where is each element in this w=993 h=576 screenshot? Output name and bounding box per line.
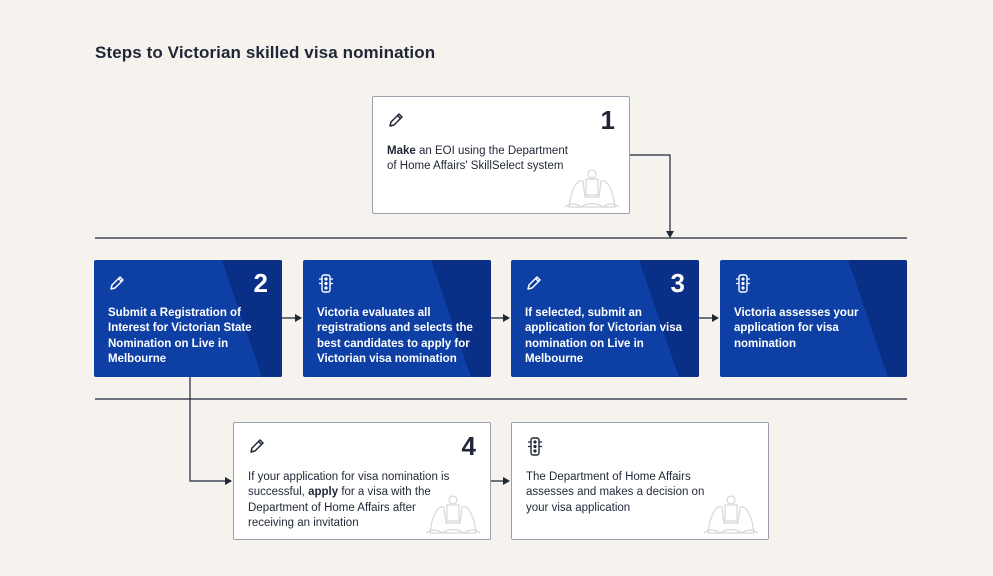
step-number: 4	[461, 431, 476, 461]
traffic-light-icon	[734, 274, 752, 294]
step-number: 2	[253, 268, 268, 298]
connector-row-to-4	[190, 377, 231, 481]
step-text: Victoria assesses your application for visa nomination	[734, 307, 859, 350]
step-text: If your application for visa nomination is successful, apply for a visa with the Department of Home Affairs after receiving an invitation	[248, 471, 450, 529]
step-text: If selected, submit an application for Victorian visa nomination on Live in Melbourne	[525, 307, 682, 365]
step-text: The Department of Home Affairs assesses and makes a decision on your visa application	[526, 471, 705, 514]
connector-1-to-row	[630, 155, 670, 237]
step-text: Submit a Registration of Interest for Victorian State Nomination on Live in Melbourne	[108, 307, 252, 365]
evaluation-card	[303, 260, 491, 377]
traffic-light-icon	[317, 274, 335, 294]
coat-of-arms-watermark	[563, 167, 621, 209]
assessment-card	[720, 260, 907, 377]
step-1-card	[372, 96, 630, 214]
coat-of-arms-watermark	[424, 493, 482, 535]
step-number: 3	[670, 268, 685, 298]
step-4-card	[233, 422, 491, 540]
traffic-light-icon	[526, 437, 544, 457]
final-decision-card	[511, 422, 769, 540]
step-3-card	[511, 260, 699, 377]
step-text: Victoria evaluates all registrations and selects the best candidates to apply for Victorian visa nomination	[317, 307, 473, 365]
step-number: 1	[600, 105, 615, 135]
pencil-icon	[525, 274, 543, 294]
pencil-icon	[248, 437, 266, 457]
step-text: Make an EOI using the Department of Home Affairs' SkillSelect system	[387, 145, 568, 173]
pencil-icon	[108, 274, 126, 294]
coat-of-arms-watermark	[702, 493, 760, 535]
diagram-title: Steps to Victorian skilled visa nomination	[95, 43, 436, 62]
step-2-card	[94, 260, 282, 377]
pencil-icon	[387, 111, 405, 131]
